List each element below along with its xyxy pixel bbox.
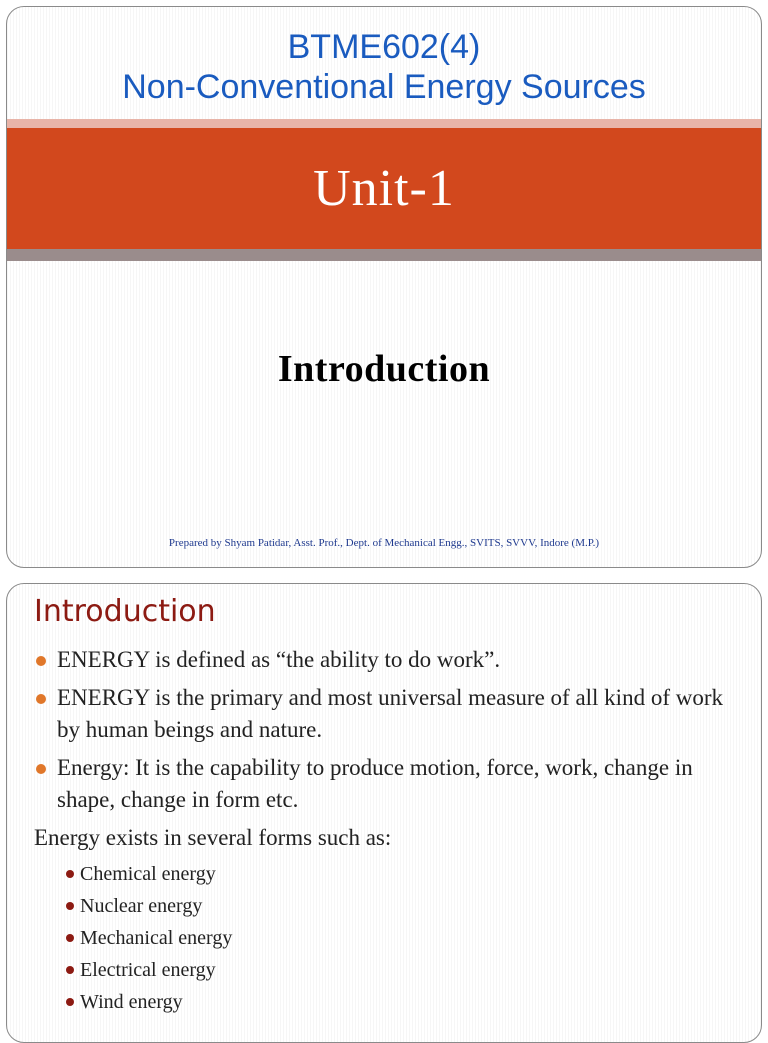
forms-intro: Energy exists in several forms such as:	[34, 825, 392, 850]
unit-title: Unit-1	[313, 160, 455, 217]
sub-bullet-item	[7, 922, 761, 954]
sub-bullet-text: Electrical energy	[80, 959, 216, 981]
sub-bullet-dot-icon	[66, 966, 74, 974]
bullet-text: ENERGY is defined as “the ability to do work”.	[57, 647, 501, 672]
sub-bullet-dot-icon	[66, 998, 74, 1006]
sub-bullet-text: Wind energy	[80, 991, 183, 1013]
bullet-dot-icon	[36, 764, 46, 774]
course-code: BTME602(4)	[287, 28, 481, 66]
sub-bullet-dot-icon	[66, 870, 74, 878]
sub-bullet-text: Nuclear energy	[80, 895, 203, 917]
title-slide	[6, 6, 762, 568]
bullet-dot-icon	[36, 694, 46, 704]
topic-heading: Introduction	[277, 348, 491, 390]
sub-bullet-dot-icon	[66, 902, 74, 910]
slide-body	[7, 644, 761, 1018]
bullet-text: Energy: It is the capability to produce motion, force, work, change in shape, change in form etc.	[57, 755, 693, 812]
bullet-text: ENERGY is the primary and most universal measure of all kind of work by human beings and nature.	[57, 685, 724, 742]
bullet-item	[7, 682, 761, 746]
sub-bullet-item	[7, 954, 761, 986]
course-title-block	[7, 27, 761, 107]
bullet-dot-icon	[36, 656, 46, 666]
course-title: Non-Conventional Energy Sources	[122, 68, 646, 106]
content-slide	[6, 583, 762, 1043]
band-bottom-stripe	[7, 249, 761, 261]
sub-bullet-text: Mechanical energy	[80, 927, 233, 949]
sub-bullet-text: Chemical energy	[80, 863, 216, 885]
sub-bullet-item	[7, 986, 761, 1018]
slide-title: Introduction	[34, 594, 216, 629]
sub-bullet-item	[7, 858, 761, 890]
bullet-item	[7, 752, 761, 816]
sub-bullet-dot-icon	[66, 934, 74, 942]
bullet-item	[7, 644, 761, 676]
band-top-stripe	[7, 119, 761, 128]
sub-bullet-item	[7, 890, 761, 922]
prepared-by-credit: Prepared by Shyam Patidar, Asst. Prof., Dept. of Mechanical Engg., SVITS, SVVV, Indore (M.P.)	[168, 537, 600, 549]
